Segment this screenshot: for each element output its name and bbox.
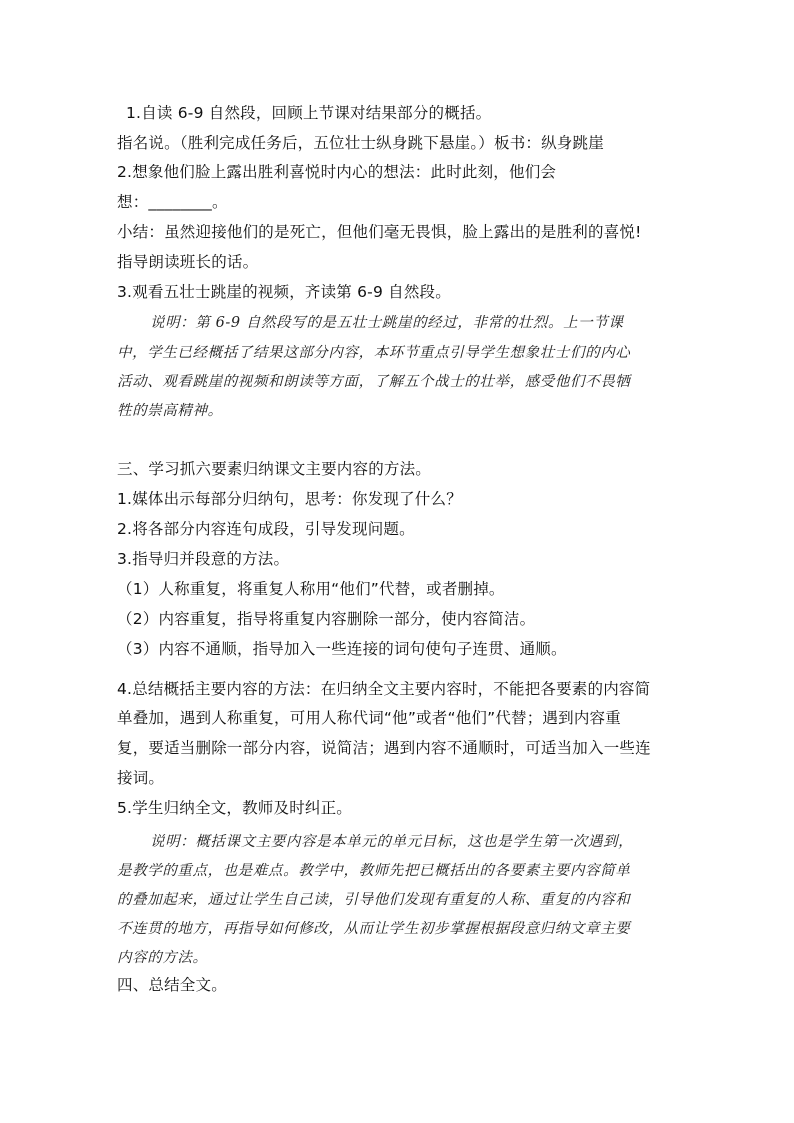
section-3-step-4-line-1: 4.总结概括主要内容的方法：在归纳全文主要内容时，不能把各要素的内容简 — [117, 680, 651, 698]
summary-text: 小结：虽然迎接他们的是死亡，但他们毫无畏惧，脸上露出的是胜利的喜悦! — [117, 223, 642, 241]
section-3-step-4-line-4: 接词。 — [117, 769, 165, 787]
section-3-sub-2: （2）内容重复，指导将重复内容删除一部分，使内容简洁。 — [117, 610, 536, 628]
section-4-heading: 四、总结全文。 — [117, 976, 227, 994]
step-2-imagine-line1: 2.想象他们脸上露出胜利喜悦时内心的想法：此时此刻，他们会 — [117, 163, 557, 181]
note-2-line-2: 是教学的重点，也是难点。教学中，教师先把已概括出的各要素主要内容简单 — [117, 863, 631, 879]
step-2-imagine-line2: 想：________。 — [117, 193, 228, 211]
section-3-step-1: 1.媒体出示每部分归纳句，思考：你发现了什么？ — [117, 490, 462, 508]
note-1-line-2: 中，学生已经概括了结果这部分内容，本环节重点引导学生想象壮士们的内心 — [117, 345, 631, 361]
section-3-step-4-line-2: 单叠加，遇到人称重复，可用人称代词“他”或者“他们”代替；遇到内容重 — [117, 709, 621, 727]
note-2-line-3: 的叠加起来，通过让学生自己读，引导他们发现有重复的人称、重复的内容和 — [117, 892, 631, 908]
section-3-sub-3: （3）内容不通顺，指导加入一些连接的词句使句子连贯、通顺。 — [117, 640, 567, 658]
note-1-line-3: 活动、观看跳崖的视频和朗读等方面，了解五个战士的壮举，感受他们不畏牺 — [117, 374, 631, 390]
section-3-step-3: 3.指导归并段意的方法。 — [117, 550, 290, 568]
section-3-sub-1: （1）人称重复，将重复人称用“他们”代替，或者删掉。 — [117, 580, 505, 598]
step-1-reread: 1.自读 6-9 自然段，回顾上节课对结果部分的概括。 — [126, 104, 492, 122]
section-3-step-5: 5.学生归纳全文，教师及时纠正。 — [117, 799, 352, 817]
note-2-line-1: 说明：概括课文主要内容是本单元的单元目标，这也是学生第一次遇到， — [150, 834, 634, 850]
reading-guide: 指导朗读班长的话。 — [117, 253, 259, 271]
step-1-detail: 指名说。（胜利完成任务后，五位壮士纵身跳下悬崖。）板书：纵身跳崖 — [117, 134, 604, 152]
section-3-step-2: 2.将各部分内容连句成段，引导发现问题。 — [117, 520, 415, 538]
note-2-line-4: 不连贯的地方，再指导如何修改，从而让学生初步掌握根据段意归纳文章主要 — [117, 921, 631, 937]
note-1-line-1: 说明：第 6-9 自然段写的是五壮士跳崖的经过，非常的壮烈。上一节课 — [150, 315, 624, 331]
note-1-line-4: 牲的崇高精神。 — [117, 403, 223, 419]
note-2-line-5: 内容的方法。 — [117, 950, 208, 966]
section-3-heading: 三、学习抓六要素归纳课文主要内容的方法。 — [117, 460, 432, 478]
section-3-step-4-line-3: 复，要适当删除一部分内容，说简洁；遇到内容不通顺时，可适当加入一些连 — [117, 739, 651, 757]
step-3-video: 3.观看五壮士跳崖的视频，齐读第 6-9 自然段。 — [117, 283, 451, 301]
